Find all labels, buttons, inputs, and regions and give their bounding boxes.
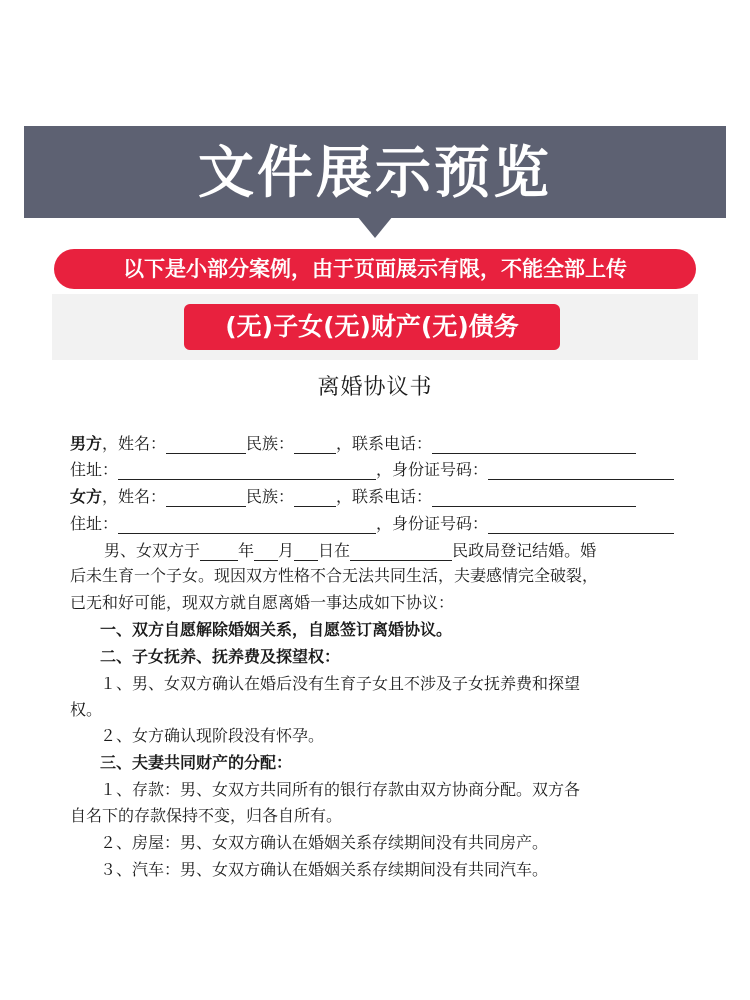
notice-pill: 以下是小部分案例，由于页面展示有限，不能全部上传 — [54, 249, 696, 289]
month-blank — [254, 542, 278, 561]
clause-heading: 三、夫妻共同财产的分配： — [100, 753, 293, 772]
bureau-text: 民政局登记结婚。婚 — [452, 541, 597, 560]
male-address-row — [70, 457, 674, 481]
female-info-row — [70, 484, 636, 508]
paragraph-line: １、男、女双方确认在婚后没有生育子女且不涉及子女抚养费和探望 — [100, 674, 581, 693]
female-address-row — [70, 511, 674, 535]
banner-notch — [357, 216, 393, 238]
phone-blank — [432, 488, 636, 507]
banner-title: 文件展示预览 — [198, 141, 552, 206]
phone-label: ，联系电话： — [336, 487, 433, 506]
name-blank — [166, 435, 246, 454]
id-blank — [488, 461, 674, 480]
name-label: ，姓名： — [102, 434, 167, 453]
paragraph-line: ３、汽车：男、女双方确认在婚姻关系存续期间没有共同汽车。 — [100, 860, 549, 879]
id-label: ，身份证号码： — [376, 514, 489, 533]
paragraph-line: ２、房屋：男、女双方确认在婚姻关系存续期间没有共同房产。 — [100, 833, 549, 852]
ethnicity-label: 民族： — [246, 487, 295, 506]
paragraph-line: 自名下的存款保持不变，归各自所有。 — [70, 806, 343, 825]
title-banner — [24, 126, 726, 218]
clause-heading: 一、双方自愿解除婚姻关系，自愿签订离婚协议。 — [100, 620, 453, 639]
clause-heading: 二、子女抚养、抚养费及探望权： — [100, 647, 341, 666]
ethnicity-blank — [294, 488, 336, 507]
document-title: 离婚协议书 — [317, 375, 433, 400]
paragraph-line: 后未生育一个子女。现因双方性格不合无法共同生活，夫妻感情完全破裂， — [70, 566, 599, 585]
address-label: 住址： — [70, 460, 119, 479]
month-label: 月 — [278, 541, 295, 560]
address-blank — [118, 461, 376, 480]
paragraph-line: 权。 — [70, 700, 103, 719]
ethnicity-blank — [294, 435, 336, 454]
ethnicity-label: 民族： — [246, 434, 295, 453]
day-label: 日在 — [318, 541, 351, 560]
male-info-row — [70, 431, 636, 455]
paragraph-line: １、存款：男、女双方共同所有的银行存款由双方协商分配。双方各 — [100, 780, 581, 799]
id-blank — [488, 515, 674, 534]
day-blank — [294, 542, 318, 561]
tag-pill: (无)子女(无)财产(无)债务 — [184, 304, 560, 350]
paragraph-line: 已无和好可能，现双方就自愿离婚一事达成如下协议： — [70, 593, 455, 612]
name-blank — [166, 488, 246, 507]
phone-blank — [432, 435, 636, 454]
address-label: 住址： — [70, 514, 119, 533]
marriage-line — [104, 538, 596, 562]
bureau-blank — [350, 542, 452, 561]
address-blank — [118, 515, 376, 534]
female-party-label: 女方 — [70, 487, 103, 506]
marriage-text: 男、女双方于 — [104, 541, 201, 560]
year-label: 年 — [238, 541, 255, 560]
phone-label: ，联系电话： — [336, 434, 433, 453]
male-party-label: 男方 — [70, 434, 103, 453]
name-label: ，姓名： — [102, 487, 167, 506]
paragraph-line: ２、女方确认现阶段没有怀孕。 — [100, 726, 325, 745]
id-label: ，身份证号码： — [376, 460, 489, 479]
year-blank — [200, 542, 238, 561]
